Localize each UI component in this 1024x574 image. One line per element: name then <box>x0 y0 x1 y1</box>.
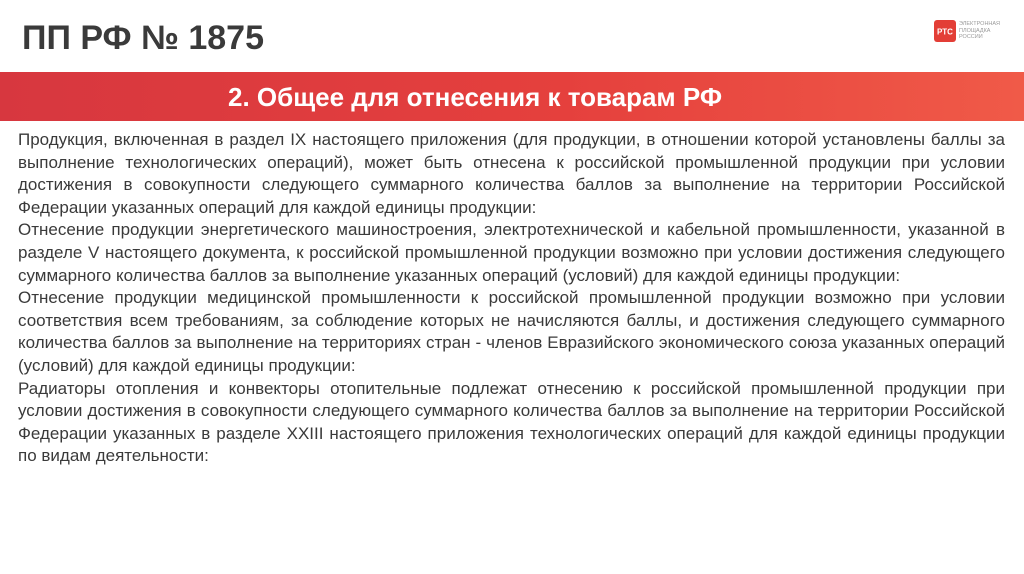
rts-logo-mark-text: РТС <box>937 27 953 37</box>
rts-logo-text: ЭЛЕКТРОННАЯ ПЛОЩАДКА РОССИИ <box>959 21 1001 41</box>
paragraph: Радиаторы отопления и конвекторы отопительные подлежат отнесению к российской промышленной продукции при условии достижения в совокупности следующего суммарного количества баллов за выполнение на территории Российской Федерации указанных в разделе XXIII настоящего приложения технологических операций для каждой единицы продукции по видам деятельности: <box>18 378 1005 466</box>
section-banner <box>0 72 1024 121</box>
page-title: ПП РФ № 1875 <box>22 19 265 57</box>
paragraph: Продукция, включенная в раздел IX настоящего приложения (для продукции, в отношении которой установлены баллы за выполнение технологических операций), может быть отнесена к российской промышленной продукции при условии достижения в совокупности следующего суммарного количества баллов за выполнение на территории Российской Федерации указанных операций для каждой единицы продукции: <box>18 130 1005 217</box>
paragraph: Отнесение продукции медицинской промышленности к российской промышленной продукции возможно при условии соответствия всем требованиям, за соблюдение которых не начисляются баллы, и достижения следующего суммарного количества баллов за выполнение на территориях стран - членов Евразийского экономического союза указанных операций (условий) для каждой единицы продукции: <box>18 288 1005 375</box>
rts-logo <box>934 20 1013 42</box>
rts-logo-glyph <box>936 24 954 38</box>
body-text <box>18 129 1005 468</box>
rts-logo-icon <box>934 20 956 42</box>
paragraph: Отнесение продукции энергетического машиностроения, электротехнической и кабельной промышленности, указанной в разделе V настоящего документа, к российской промышленной продукции возможно при условии достижения следующего суммарного количества баллов за выполнение указанных операций (условий) для каждой единицы продукции: <box>18 220 1005 285</box>
section-title: 2. Общее для отнесения к товарам РФ <box>228 81 723 112</box>
